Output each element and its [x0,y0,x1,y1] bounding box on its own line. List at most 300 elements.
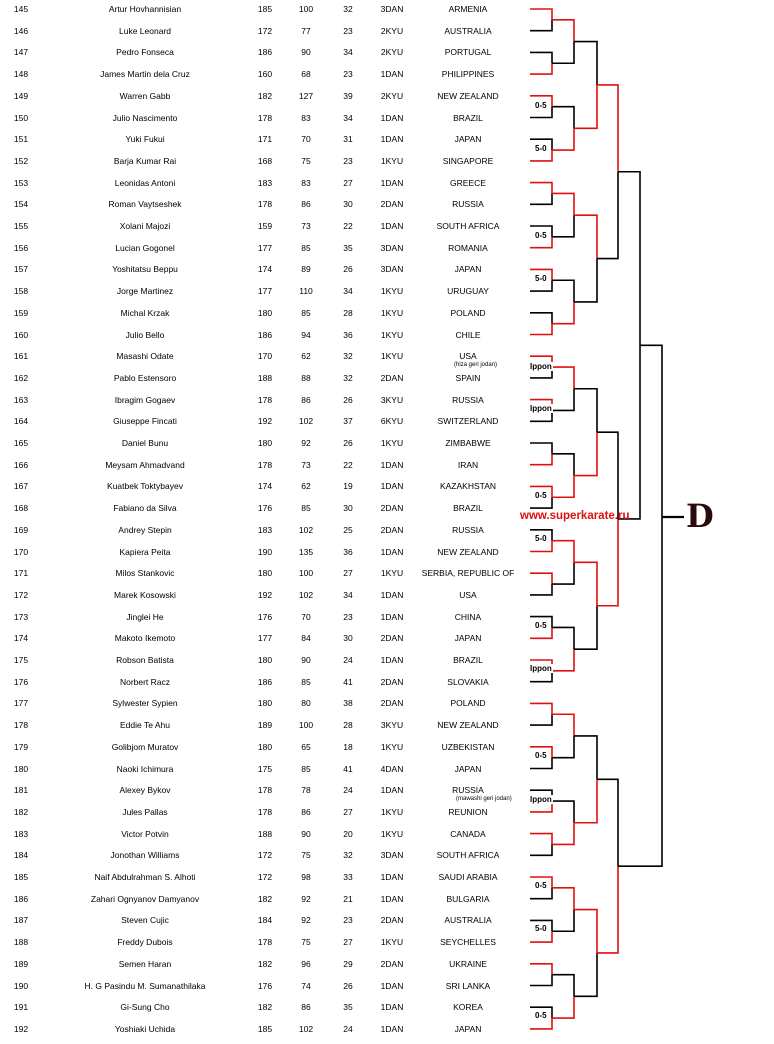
competitor-weight: 74 [301,980,311,991]
competitor-country: NEW ZEALAND [437,720,499,731]
competitor-number: 191 [13,1002,29,1013]
competitor-height: 178 [257,394,273,405]
competitor-name: Norbert Racz [119,676,171,687]
competitor-weight: 62 [301,481,311,492]
competitor-weight: 75 [301,155,311,166]
competitor-country: GREECE [450,177,486,188]
competitor-weight: 100 [298,4,314,14]
competitor-height: 175 [257,763,273,774]
competitor-weight: 77 [301,25,311,36]
competitor-country: IRAN [457,459,479,470]
competitor-rank: 1DAN [380,69,404,80]
competitor-weight: 90 [301,655,311,665]
competitor-age: 34 [343,47,353,58]
competitor-height: 190 [257,546,273,557]
bracket-line-winner [552,367,574,389]
competitor-number: 149 [13,90,29,101]
bracket-line [597,432,618,519]
competitor-name: Julio Nascimento [112,112,178,123]
competitor-height: 188 [257,372,273,383]
competitor-rank: 1DAN [380,980,404,991]
bracket-line-winner [597,519,618,606]
competitor-weight: 78 [301,785,311,796]
competitor-weight: 102 [298,416,314,427]
competitor-age: 36 [343,329,353,340]
competitor-height: 182 [257,90,273,101]
competitor-country: RUSSIA [452,394,484,405]
competitor-height: 182 [257,1002,273,1013]
competitor-rank: 2DAN [380,633,404,644]
bracket-line-winner [597,85,618,172]
competitor-rank: 3DAN [380,242,404,253]
competitor-rank: 3DAN [380,4,404,14]
competitor-rank: 1DAN [380,589,404,600]
competitor-country: RUSSIA [452,785,484,796]
competitor-age: 41 [343,676,353,687]
competitor-name: Yoshitatsu Beppu [112,264,178,275]
bracket-line-winner [530,573,552,584]
competitor-country: SLOVAKIA [447,676,489,687]
competitor-weight: 68 [301,69,311,80]
competitor-name: Semen Haran [118,958,172,969]
competitor-number: 185 [13,872,29,882]
competitor-height: 189 [257,720,273,731]
competitor-number: 172 [13,589,29,600]
competitor-height: 172 [257,25,273,36]
competitor-country: JAPAN [454,134,482,145]
competitor-weight: 89 [301,264,311,275]
score-label: 0-5 [535,231,547,240]
competitor-number: 168 [13,503,29,514]
bracket-line-winner [530,703,552,714]
competitor-country: URUGUAY [447,286,489,297]
competitor-weight: 83 [301,112,311,123]
competitor-name: Robson Batista [116,655,174,665]
competitor-country: SPAIN [455,372,481,383]
competitor-age: 34 [343,112,353,123]
bracket-line [597,779,618,866]
bracket-line-winner [552,649,574,671]
bracket-line [552,627,574,649]
competitor-country: JAPAN [454,1023,482,1034]
competitor-country: SOUTH AFRICA [436,221,500,231]
competitor-rank: 2DAN [380,958,404,969]
score-label: 5-0 [535,924,547,933]
score-label: Ippon [530,795,552,804]
competitor-name: Michal Krzak [120,307,170,318]
competitor-height: 183 [257,177,273,188]
bracket-line-winner [552,302,574,324]
competitor-country: JAPAN [454,763,482,774]
competitor-number: 180 [13,763,29,774]
competitor-age: 23 [343,155,353,166]
bracket-line [530,193,552,204]
competitor-country: AUSTRALIA [444,915,492,926]
technique-note: (hiza geri jodan) [454,362,498,368]
competitor-weight: 86 [301,199,311,210]
bracket-line [552,736,574,758]
competitor-weight: 65 [301,741,311,752]
competitor-weight: 90 [301,828,311,839]
score-label: 0-5 [535,1011,547,1020]
competitor-number: 182 [13,806,29,817]
competitor-country: CHILE [455,329,481,340]
bracket-line-winner [530,454,552,465]
competitor-age: 30 [343,633,353,644]
competitor-number: 192 [13,1023,29,1034]
website-watermark[interactable]: www.superkarate.ru [520,510,630,522]
competitor-number: 155 [13,221,29,231]
competitor-number: 170 [13,546,29,557]
competitor-number: 156 [13,242,29,253]
competitor-country: POLAND [450,698,486,709]
bracket-line [552,42,574,64]
competitor-country: BRAZIL [453,655,483,665]
competitor-name: Naoki Ichimura [116,763,174,774]
competitor-age: 23 [343,25,353,36]
competitor-number: 163 [13,394,29,405]
bracket-line-winner [552,823,574,845]
competitor-height: 176 [257,503,273,514]
bracket-line-winner [552,888,574,910]
competitor-country: BRAZIL [453,503,483,514]
competitor-weight: 102 [298,1023,314,1034]
competitor-weight: 85 [301,307,311,318]
competitor-height: 182 [257,893,273,904]
competitor-name: Leonidas Antoni [114,177,176,188]
score-label: 5-0 [535,534,547,543]
bracket-line-winner [597,866,618,953]
competitor-height: 174 [257,264,273,275]
competitor-name: Barja Kumar Rai [113,155,177,166]
competitor-name: Makoto Ikemoto [114,633,176,644]
competitor-rank: 1KYU [380,329,404,340]
bracket-line [530,443,552,454]
competitor-country: SINGAPORE [442,155,494,166]
competitor-number: 159 [13,307,29,318]
competitor-name: Freddy Dubois [117,937,173,948]
competitor-number: 178 [13,720,29,731]
competitor-name: Pablo Estensoro [113,372,177,383]
competitor-age: 35 [343,242,353,253]
competitor-name: Zahari Ognyanov Damyanov [90,893,200,904]
competitor-age: 24 [343,1023,353,1034]
competitor-rank: 2DAN [380,524,404,535]
competitor-number: 147 [13,47,29,58]
bracket-line [552,975,574,997]
competitor-weight: 62 [301,351,311,362]
competitor-age: 23 [343,915,353,926]
competitor-age: 24 [343,655,353,665]
bracket-line [530,844,552,855]
competitor-weight: 85 [301,242,311,253]
competitor-name: Roman Vaytseshek [108,199,182,210]
competitor-weight: 70 [301,134,311,145]
competitor-age: 39 [343,90,353,101]
competitor-rank: 2DAN [380,503,404,514]
competitor-number: 162 [13,372,29,383]
bracket-line [597,172,618,259]
competitor-weight: 86 [301,394,311,405]
competitor-name: Steven Cujic [121,915,169,926]
bracket-line [574,259,597,302]
score-label: 0-5 [535,491,547,500]
competitor-rank: 2DAN [380,698,404,709]
competitor-country: PHILIPPINES [441,69,495,80]
competitor-age: 22 [343,459,353,470]
competitor-number: 169 [13,524,29,535]
competitor-name: Meysam Ahmadvand [105,459,185,470]
competitor-number: 165 [13,438,29,448]
technique-note: (mawashi geri jodan) [456,796,512,802]
competitor-name: Golibjom Muratov [111,741,179,752]
bracket-line [530,52,552,63]
competitor-age: 28 [343,720,353,731]
competitor-country: SOUTH AFRICA [436,850,500,861]
score-label: 0-5 [535,101,547,110]
bracket-line-winner [552,193,574,215]
competitor-age: 31 [343,134,353,145]
bracket-line-winner [552,128,574,150]
competitor-name: James Martin dela Cruz [100,69,190,80]
competitor-height: 178 [257,199,273,210]
competitor-country: NEW ZEALAND [437,546,499,557]
competitor-number: 187 [13,915,29,926]
bracket-line [552,910,574,932]
bracket-line-winner [552,20,574,42]
score-label: 0-5 [535,621,547,630]
competitor-number: 190 [13,980,29,991]
competitor-name: Xolani Majozi [119,221,171,231]
competitor-country: CHINA [454,611,482,622]
competitor-country: POLAND [450,307,486,318]
competitor-rank: 1DAN [380,481,404,492]
competitor-country: SEYCHELLES [440,937,496,948]
competitor-age: 32 [343,351,353,362]
competitor-height: 159 [257,221,273,231]
competitor-country: ZIMBABWE [445,438,491,448]
competitor-age: 32 [343,4,353,14]
competitor-name: Andrey Stepin [118,524,172,535]
competitor-name: Ibragim Gogaev [114,394,176,405]
competitor-rank: 6KYU [380,416,404,427]
bracket-line-winner [574,779,597,822]
competitor-height: 178 [257,459,273,470]
competitor-weight: 86 [301,1002,311,1013]
competitor-name: Daniel Bunu [121,438,169,448]
competitor-country: KOREA [453,1002,483,1013]
bracket-line [552,562,574,584]
competitor-name: Artur Hovhannisian [108,4,182,14]
competitor-name: Kuatbek Toktybayev [107,481,183,492]
score-label: 0-5 [535,751,547,760]
competitor-rank: 1KYU [380,155,404,166]
competitor-age: 23 [343,69,353,80]
competitor-name: Masashi Odate [116,351,174,362]
competitor-rank: 1DAN [380,546,404,557]
competitor-number: 148 [13,69,29,80]
competitor-height: 184 [257,915,273,926]
competitor-rank: 1KYU [380,741,404,752]
competitor-height: 180 [257,307,273,318]
competitor-rank: 1DAN [380,459,404,470]
competitor-country: AUSTRALIA [444,25,492,36]
competitor-weight: 102 [298,524,314,535]
competitor-weight: 100 [298,568,314,579]
competitor-country: BRAZIL [453,112,483,123]
competitor-rank: 1DAN [380,893,404,904]
competitor-height: 192 [257,416,273,427]
competitor-height: 180 [257,741,273,752]
competitor-weight: 135 [298,546,314,557]
competitor-height: 186 [257,329,273,340]
competitor-height: 172 [257,872,273,882]
competitor-rank: 1KYU [380,937,404,948]
competitor-name: Naif Abdulrahman S. Alhoti [94,872,196,882]
competitor-weight: 70 [301,611,311,622]
competitor-number: 151 [13,134,29,145]
competitor-age: 23 [343,611,353,622]
competitor-weight: 80 [301,698,311,709]
competitor-weight: 92 [301,893,311,904]
competitor-country: REUNION [448,806,488,817]
competitor-age: 36 [343,546,353,557]
bracket-line [530,975,552,986]
score-label: Ippon [530,664,552,673]
competitor-rank: 2KYU [380,90,404,101]
competitor-country: KAZAKHSTAN [439,481,497,492]
competitor-rank: 2DAN [380,372,404,383]
competitor-country: SAUDI ARABIA [438,872,498,882]
competitor-rank: 2DAN [380,676,404,687]
competitor-age: 27 [343,937,353,948]
competitor-name: Jules Pallas [122,806,168,817]
competitor-number: 150 [13,112,29,123]
competitor-weight: 127 [298,90,314,101]
competitor-number: 167 [13,481,29,492]
competitor-number: 154 [13,199,29,210]
competitor-name: Jonothan Williams [110,850,180,861]
competitor-number: 189 [13,958,29,969]
competitor-number: 164 [13,416,29,427]
competitor-weight: 75 [301,937,311,948]
competitor-rank: 2DAN [380,915,404,926]
competitor-height: 177 [257,242,273,253]
competitor-rank: 1KYU [380,351,404,362]
competitor-height: 174 [257,481,273,492]
competitor-weight: 73 [301,221,311,231]
competitor-number: 188 [13,937,29,948]
competitor-name: H. G Pasindu M. Sumanathilaka [84,980,206,991]
competitor-age: 30 [343,503,353,514]
competitor-height: 176 [257,980,273,991]
bracket-line-winner [574,910,597,953]
competitor-name: Julio Bello [125,329,165,340]
competitor-rank: 1DAN [380,1002,404,1013]
competitor-weight: 98 [301,872,311,882]
score-label: 5-0 [535,274,547,283]
competitor-number: 183 [13,828,29,839]
competitor-height: 180 [257,698,273,709]
competitor-country: ROMANIA [448,242,488,253]
competitor-rank: 1DAN [380,655,404,665]
competitor-age: 25 [343,524,353,535]
competitor-number: 145 [13,4,29,14]
competitor-age: 26 [343,394,353,405]
competitor-rank: 1DAN [380,611,404,622]
bracket-line-winner [552,541,574,563]
competitor-rank: 3KYU [380,394,404,405]
competitor-number: 175 [13,655,29,665]
competitor-country: PORTUGAL [444,47,492,58]
bracket-line [640,345,662,866]
competitor-rank: 1KYU [380,828,404,839]
bracket-line [574,953,597,996]
competitor-weight: 90 [301,47,311,58]
competitor-number: 146 [13,25,29,36]
score-label: Ippon [530,362,552,371]
competitor-name: Lucian Gogonel [115,242,175,253]
bracket-line-winner [530,324,552,335]
competitor-rank: 1KYU [380,286,404,297]
competitor-age: 20 [343,828,353,839]
competitor-age: 26 [343,264,353,275]
score-label: 5-0 [535,144,547,153]
competitor-name: Jinglei He [126,611,164,622]
competitor-number: 176 [13,676,29,687]
competitor-age: 34 [343,286,353,297]
competitor-weight: 92 [301,438,311,448]
competitor-country: CANADA [450,828,486,839]
competitor-age: 27 [343,568,353,579]
competitor-height: 192 [257,589,273,600]
pool-letter: D [686,497,714,535]
bracket-line [618,345,640,519]
bracket-line [574,42,597,85]
competitor-country: USA [459,351,477,362]
competitor-weight: 85 [301,503,311,514]
competitor-height: 186 [257,676,273,687]
competitor-rank: 3KYU [380,720,404,731]
competitor-age: 29 [343,958,353,969]
competitor-name: Warren Gabb [119,90,171,101]
competitor-rank: 2DAN [380,199,404,210]
competitor-name: Jorge Martinez [116,286,174,297]
bracket-line [618,172,640,346]
competitor-number: 173 [13,611,29,622]
competitor-weight: 96 [301,958,311,969]
competitor-height: 168 [257,155,273,166]
bracket-line-winner [552,714,574,736]
competitor-country: UKRAINE [449,958,487,969]
competitor-weight: 94 [301,329,311,340]
competitor-weight: 84 [301,633,311,644]
competitor-height: 160 [257,69,273,80]
competitor-rank: 1KYU [380,568,404,579]
competitor-country: SRI LANKA [445,980,491,991]
competitor-rank: 1DAN [380,177,404,188]
bracket-line-winner [552,476,574,498]
competitor-name: Sylwester Sypien [112,698,178,709]
competitor-number: 157 [13,264,29,275]
competitor-rank: 1DAN [380,1023,404,1034]
competitor-name: Eddie Te Ahu [120,720,170,731]
competitor-age: 28 [343,307,353,318]
competitor-height: 180 [257,655,273,665]
bracket-line [552,107,574,129]
competitor-rank: 4DAN [380,763,404,774]
competitor-age: 38 [343,698,353,709]
